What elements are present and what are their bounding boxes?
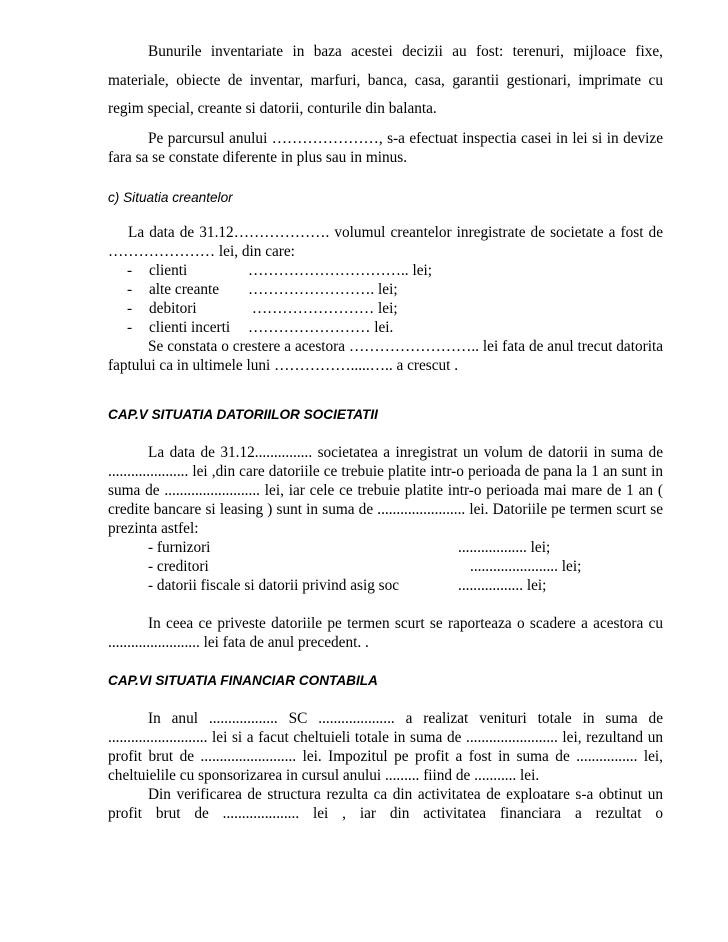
receivables-paragraph: La data de 31.12………………. volumul creantelor inregistrate de societate a fost de ………………… lei, din care: — [108, 223, 663, 260]
list-item: - alte creante ……………………. lei; — [127, 280, 398, 298]
intro-paragraph-assets: Bunurile inventariate in baza acestei decizii au fost: terenuri, mijloace fixe, materiale, obiecte de inventar, marfuri, banca, casa, garantii gestionari, imprimate cu regim special, creante si datorii, conturile din balanta. — [108, 43, 663, 117]
list-item: - debitori …………………… lei; — [127, 299, 398, 317]
debts-decrease-paragraph: In ceea ce priveste datoriile pe termen scurt se raporteaza o scadere a acestora cu ........................ lei fata de anul precedent. . — [108, 614, 663, 651]
financial-paragraph: In anul .................. SC .................... a realizat venituri totale in suma de .......................... lei si a facut cheltuieli totale in suma de ........................ lei, rezultand un profit brut de ......................... lei. Impozitul pe profit a fost in suma de ................ lei, cheltuielile cu sponsorizarea in cursul anului ......... fiind de ........... lei. — [108, 709, 663, 784]
list-item: - creditori ....................... lei; — [148, 557, 582, 575]
list-item: - clienti incerti …………………… lei. — [127, 318, 394, 336]
structure-paragraph: Din verificarea de structura rezulta ca din activitatea de exploatare s-a obtinut un profit brut de .................... lei , iar din activitatea financiara a rezultat o — [108, 785, 663, 822]
cap6-heading: CAP.VI SITUATIA FINANCIAR CONTABILA — [108, 672, 378, 688]
debts-paragraph: La data de 31.12............... societatea a inregistrat un volum de datorii in suma de ..................... lei ,din care datoriile ce trebuie platite intr-o perioada de pana la 1 an sunt in suma de ......................... lei, iar cele ce trebuie platite intr-o perioada mai mare de 1 an ( credite bancare si leasing ) sunt in suma de ....................... lei. Datoriile pe termen scurt se prezinta astfel: — [108, 443, 663, 537]
short-term-debts-list — [108, 538, 663, 595]
receivables-growth-paragraph: Se constata o crestere a acestora …………………….. lei fata de anul trecut datorita faptului ca in ultimele luni …………….....….. a crescut . — [108, 337, 663, 374]
cap5-heading: CAP.V SITUATIA DATORIILOR SOCIETATII — [108, 406, 378, 422]
intro-paragraph-cash-inspection: Pe parcursul anului …………………, s-a efectuat inspectia casei in lei si in devize fara sa se constate diferente in plus sau in minus. — [108, 129, 663, 166]
list-item: - datorii fiscale si datorii privind asig soc ................. lei; — [148, 576, 547, 594]
list-item: - furnizori .................. lei; — [148, 538, 551, 556]
section-c-heading: c) Situatia creantelor — [108, 189, 233, 205]
list-item: - clienti ………………………….. lei; — [127, 261, 432, 279]
receivables-list — [108, 261, 663, 337]
document-page — [108, 38, 663, 842]
